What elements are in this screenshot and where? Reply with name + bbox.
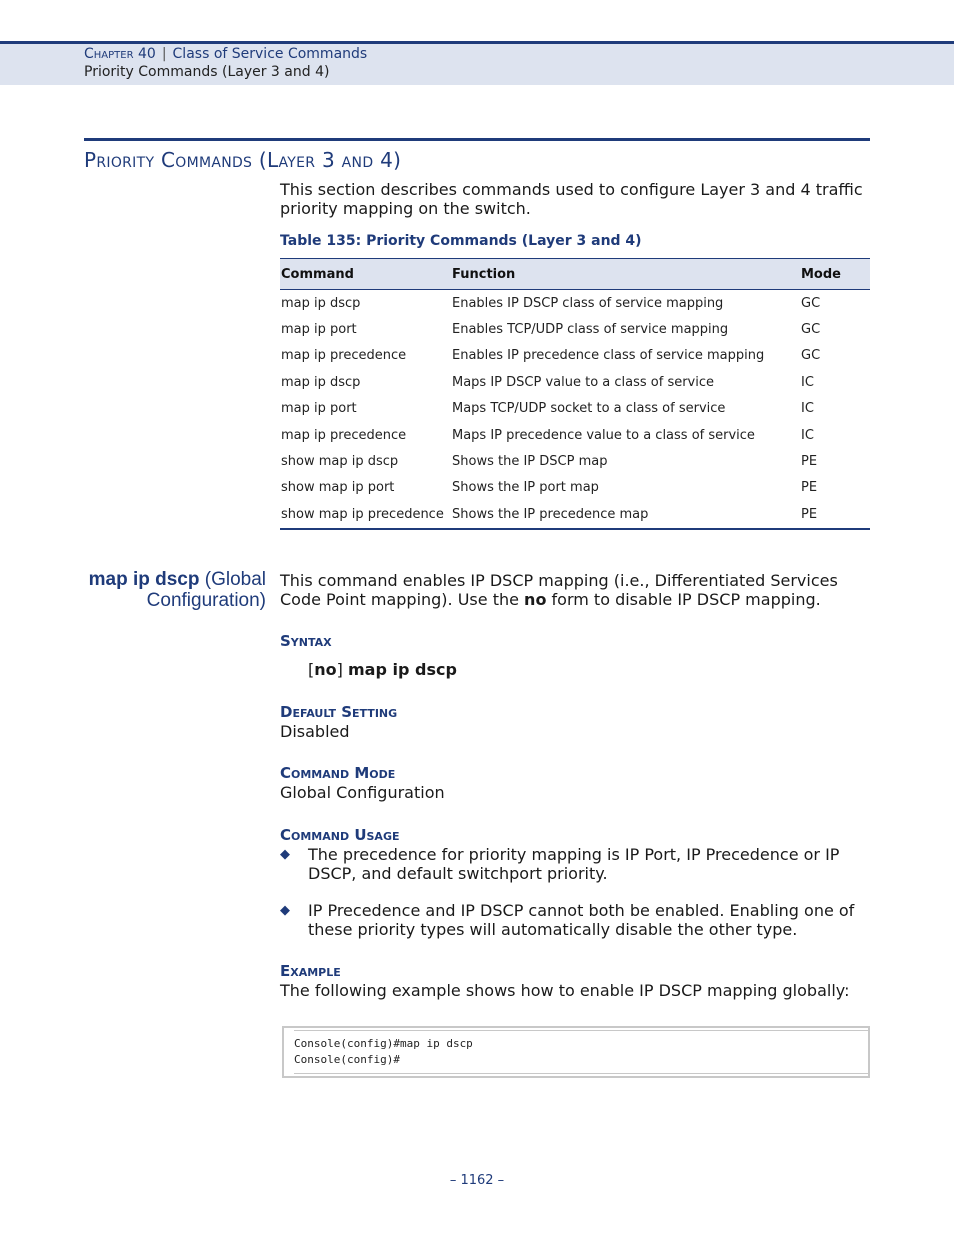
usage-item: ◆ IP Precedence and IP DSCP cannot both be enabled. Enabling one of these priority types will automatically disable the other type. (280, 901, 855, 939)
default-setting-heading: Default Setting (280, 703, 398, 721)
table-row (280, 369, 870, 395)
command-mode-value: Global Configuration (280, 783, 445, 802)
command-cell[interactable]: map ip precedence (281, 427, 407, 443)
diamond-bullet-icon: ◆ (280, 847, 290, 862)
default-setting-value: Disabled (280, 722, 350, 741)
section-title-rule (84, 138, 870, 141)
chapter-title: Class of Service Commands (172, 46, 368, 62)
table-row (280, 290, 870, 317)
command-heading (84, 569, 266, 611)
mode-cell: IC (801, 374, 814, 390)
command-cell[interactable]: map ip dscp (281, 374, 361, 390)
mode-cell: PE (800, 501, 870, 528)
table-header-row (280, 259, 870, 290)
table-caption: Table 135: Priority Commands (Layer 3 and 4) (280, 233, 642, 249)
chapter-line (84, 46, 367, 62)
function-cell: Maps IP precedence value to a class of service (452, 427, 755, 443)
table-row (280, 448, 870, 474)
syntax-heading: Syntax (280, 632, 332, 650)
command-usage-heading: Command Usage (280, 826, 400, 844)
table-row (280, 501, 870, 528)
mode-cell: IC (801, 427, 814, 443)
function-cell: Enables IP DSCP class of service mapping (452, 295, 724, 311)
command-cell[interactable]: show map ip dscp (281, 454, 399, 470)
command-cell[interactable]: show map ip port (281, 480, 395, 496)
no-keyword: no (524, 590, 547, 609)
table-row (280, 343, 870, 369)
function-cell: Maps TCP/UDP socket to a class of service (452, 401, 726, 417)
function-cell: Shows the IP precedence map (451, 501, 800, 528)
mode-cell: PE (801, 454, 818, 470)
function-cell: Shows the IP port map (452, 480, 599, 496)
command-cell[interactable]: map ip port (281, 401, 357, 417)
table-row (280, 316, 870, 342)
column-header-command: Command (280, 259, 451, 290)
command-cell[interactable]: map ip dscp (281, 295, 361, 311)
header-separator: | (161, 46, 167, 62)
function-cell: Shows the IP DSCP map (452, 454, 608, 470)
example-text: The following example shows how to enable IP DSCP mapping globally: (280, 981, 850, 1000)
mode-cell: GC (801, 348, 821, 364)
function-cell: Enables TCP/UDP class of service mapping (452, 322, 729, 338)
command-cell[interactable]: show map ip precedence (280, 501, 451, 528)
syntax-command: map ip dscp (347, 660, 457, 679)
command-name: map ip dscp (88, 569, 200, 590)
table-row (280, 422, 870, 448)
header-subtitle: Priority Commands (Layer 3 and 4) (84, 64, 330, 80)
console-example-box (282, 1026, 870, 1078)
page-number: – 1162 – (449, 1173, 505, 1188)
command-description: This command enables IP DSCP mapping (i.e., Differentiated Services Code Point mapping). Use the no form to disable IP DSCP mapping. (280, 571, 838, 609)
usage-item: ◆ The precedence for priority mapping is IP Port, IP Precedence or IP DSCP, and default switchport priority. (280, 845, 840, 883)
commands-table (280, 258, 870, 530)
section-intro: This section describes commands used to configure Layer 3 and 4 traffic priority mapping on the switch. (280, 180, 863, 218)
command-context-close: Configuration) (146, 590, 266, 611)
mode-cell: PE (801, 480, 818, 496)
mode-cell: GC (801, 322, 821, 338)
syntax-line: [no] map ip dscp (308, 660, 457, 679)
table-row (280, 475, 870, 501)
example-heading: Example (280, 962, 341, 980)
mode-cell: IC (801, 401, 814, 417)
chapter-label: Chapter 40 (84, 46, 156, 62)
diamond-bullet-icon: ◆ (280, 903, 290, 918)
column-header-function: Function (451, 259, 800, 290)
table-row (280, 396, 870, 422)
command-context-open: (Global (204, 569, 266, 590)
column-header-mode: Mode (800, 259, 870, 290)
function-cell: Enables IP precedence class of service mapping (452, 348, 765, 364)
function-cell: Maps IP DSCP value to a class of service (452, 374, 715, 390)
section-title: Priority Commands (Layer 3 and 4) (84, 148, 402, 172)
command-cell[interactable]: map ip precedence (281, 348, 407, 364)
console-output: Console(config)#map ip dscp Console(config)# (294, 1037, 473, 1066)
command-mode-heading: Command Mode (280, 764, 396, 782)
mode-cell: GC (801, 295, 821, 311)
command-cell[interactable]: map ip port (281, 322, 357, 338)
